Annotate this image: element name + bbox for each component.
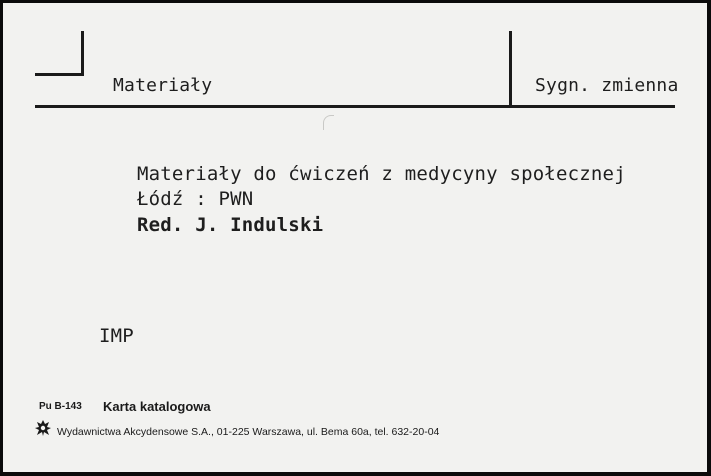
header-rule xyxy=(35,105,675,108)
corner-rule-horizontal xyxy=(35,73,84,76)
form-code: Pu B-143 xyxy=(39,401,82,412)
imprint-line: Łódź : PWN xyxy=(137,188,254,210)
signature-divider xyxy=(509,31,512,107)
form-title: Karta katalogowa xyxy=(103,399,211,414)
faint-pencil-mark xyxy=(323,115,334,130)
corner-rule-vertical xyxy=(81,31,84,75)
subject-heading: Materiały xyxy=(113,75,213,96)
publisher-logo-icon xyxy=(34,419,52,437)
catalog-card xyxy=(3,3,707,472)
call-number: Sygn. zmienna xyxy=(535,75,679,96)
title-line: Materiały do ćwiczeń z medycyny społecznej xyxy=(137,163,626,185)
publisher-info: Wydawnictwa Akcydensowe S.A., 01-225 Warszawa, ul. Bema 60a, tel. 632-20-04 xyxy=(57,426,440,438)
editor-line: Red. J. Indulski xyxy=(137,214,324,236)
note-imp: IMP xyxy=(99,325,134,347)
